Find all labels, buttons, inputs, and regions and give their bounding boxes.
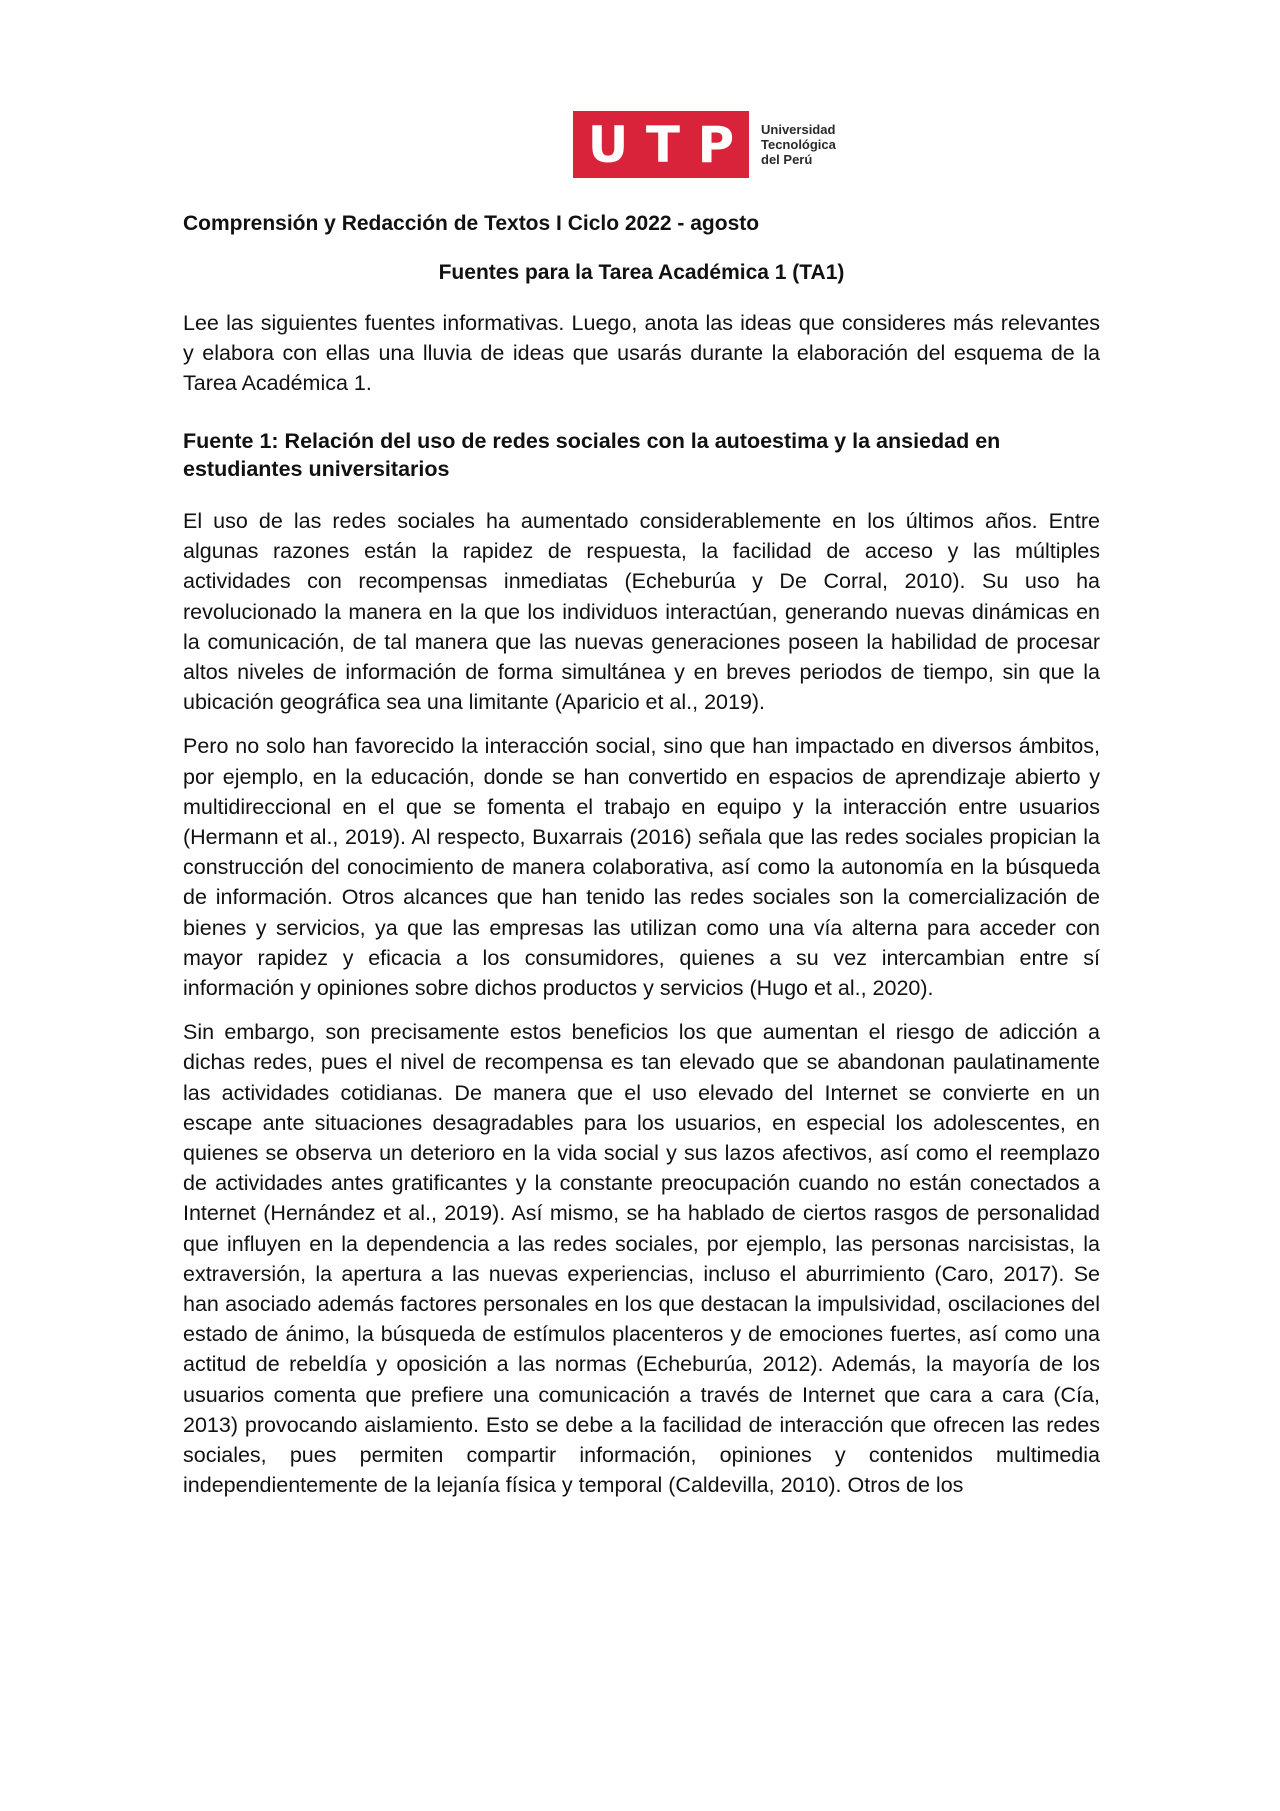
course-title: Comprensión y Redacción de Textos I Ciclo 2022 - agosto xyxy=(183,212,760,235)
document-title: Fuentes para la Tarea Académica 1 (TA1) xyxy=(438,261,845,284)
university-name-line-2: Tecnológica xyxy=(761,137,836,152)
source-1-paragraph-3: Sin embargo, son precisamente estos beneficios los que aumentan el riesgo de adicción a dichas redes, pues el nivel de recompensa es tan elevado que se abandonan paulatinamente las actividades cotidianas. De manera que el uso elevado del Internet se convierte en un escape ante situaciones desagradables para los usuarios, en especial los adolescentes, en quienes se observa un deterioro en la vida social y sus lazos afectivos, así como el reemplazo de actividades antes gratificantes y la constante preocupación cuando no están conectados a Internet (Hernández et al., 2019). Así mismo, se ha hablado de ciertos rasgos de personalidad que influyen en la dependencia a las redes sociales, por ejemplo, las personas narcisistas, la extraversión, la apertura a las nuevas experiencias, incluso el aburrimiento (Caro, 2017). Se han asociado además factores personales en los que destacan la impulsividad, oscilaciones del estado de ánimo, la búsqueda de estímulos placenteros y de emociones fuertes, así como una actitud de rebeldía y oposición a las normas (Echeburúa, 2012). Además, la mayoría de los usuarios comenta que prefiere una comunicación a través de Internet que cara a cara (Cía, 2013) provocando aislamiento. Esto se debe a la facilidad de interacción que ofrecen las redes sociales, pues permiten compartir información, opiniones y contenidos multimedia independientemente de la lejanía física y temporal (Caldevilla, 2010). Otros de los xyxy=(183,1020,1100,1498)
instructions-paragraph: Lee las siguientes fuentes informativas. Luego, anota las ideas que consideres más relevantes y elabora con ellas una lluvia de ideas que usarás durante la elaboración del esquema de la Tarea Académica 1. xyxy=(183,311,1100,395)
logo-letter-t: T xyxy=(645,115,681,174)
university-name xyxy=(761,122,836,167)
source-1-paragraph-2: Pero no solo han favorecido la interacción social, sino que han impactado en diversos ámbitos, por ejemplo, en la educación, donde se han convertido en espacios de aprendizaje abierto y multidireccional en el que se fomenta el trabajo en equipo y la interacción entre usuarios (Hermann et al., 2019). Al respecto, Buxarrais (2016) señala que las redes sociales propician la construcción del conocimiento de manera colaborativa, así como la autonomía en la búsqueda de información. Otros alcances que han tenido las redes sociales son la comercialización de bienes y servicios, ya que las empresas las utilizan como una vía alterna para acceder con mayor rapidez y eficacia a los consumidores, quienes a su vez intercambian entre sí información y opiniones sobre dichos productos y servicios (Hugo et al., 2020). xyxy=(183,734,1100,1001)
utp-logo-mark xyxy=(573,111,749,178)
source-1-heading: Fuente 1: Relación del uso de redes sociales con la autoestima y la ansiedad en estudiantes universitarios xyxy=(183,429,1001,481)
document-body xyxy=(183,210,1100,1501)
university-name-line-3: del Perú xyxy=(761,152,813,167)
university-name-line-1: Universidad xyxy=(761,122,836,137)
source-1-paragraph-1: El uso de las redes sociales ha aumentado considerablemente en los últimos años. Entre algunas razones están la rapidez de respuesta, la facilidad de acceso y las múltiples actividades con recompensas inmediatas (Echeburúa y De Corral, 2010). Su uso ha revolucionado la manera en la que los individuos interactúan, generando nuevas dinámicas en la comunicación, de tal manera que las nuevas generaciones poseen la habilidad de procesar altos niveles de información de forma simultánea y en breves periodos de tiempo, sin que la ubicación geográfica sea una limitante (Aparicio et al., 2019). xyxy=(183,509,1100,715)
logo-letter-u: U xyxy=(587,115,629,174)
logo-letter-p: P xyxy=(697,115,735,174)
utp-logo xyxy=(573,111,836,178)
